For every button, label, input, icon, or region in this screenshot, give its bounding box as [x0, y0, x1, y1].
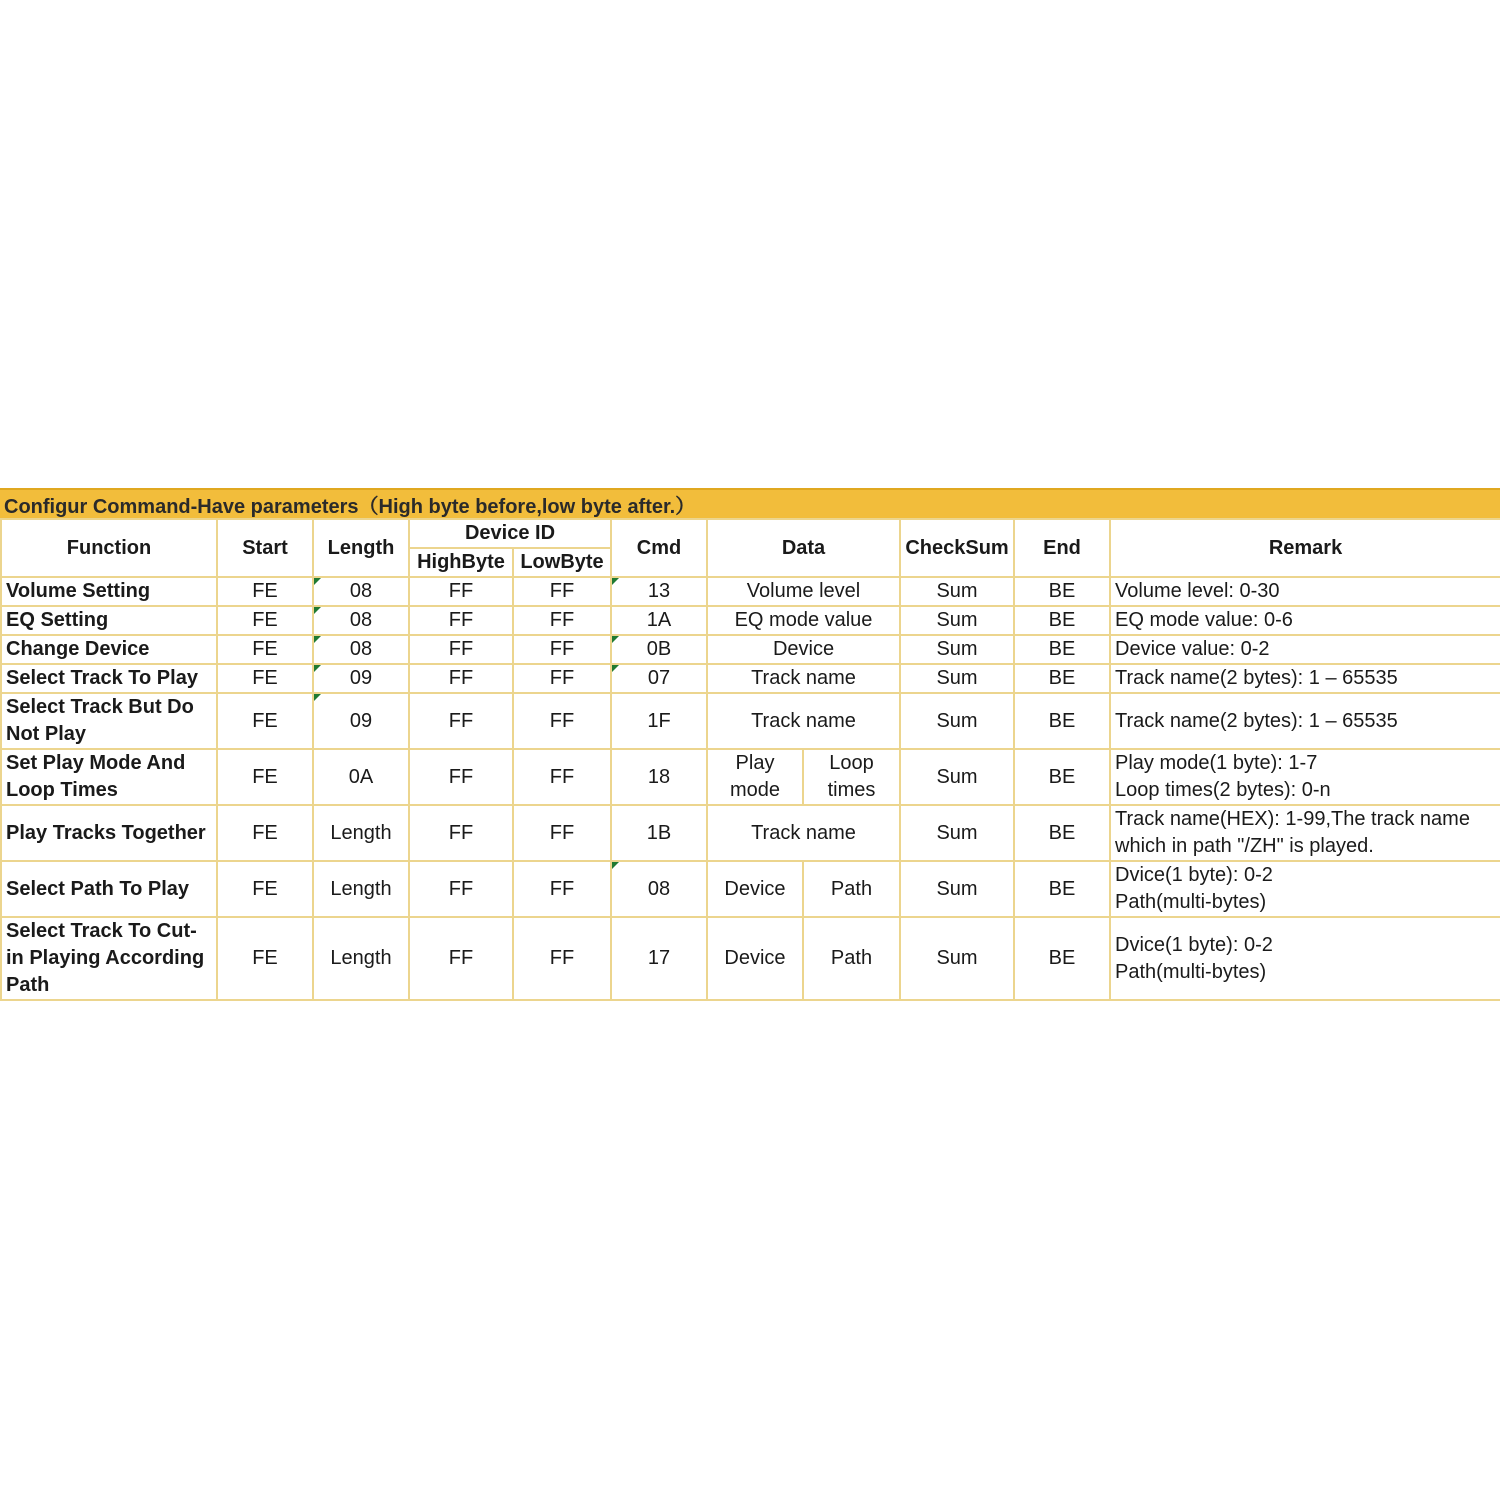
cell-data: Track name: [707, 664, 900, 693]
header-end: End: [1014, 519, 1110, 577]
header-length: Length: [313, 519, 409, 577]
function-line: Set Play Mode And: [6, 752, 186, 774]
table-row: [1, 917, 1500, 1000]
header-cmd: Cmd: [611, 519, 707, 577]
data-line: times: [827, 779, 876, 801]
remark-line: Loop times(2 bytes): 0-n: [1115, 779, 1331, 801]
cell-length: 09: [313, 693, 409, 749]
header-remark: Remark: [1110, 519, 1500, 577]
cell-function: [1, 749, 217, 805]
cell-remark: [1110, 861, 1500, 917]
data-line: Play: [735, 752, 775, 774]
cell-start: FE: [217, 749, 313, 805]
cell-low-byte: FF: [513, 749, 611, 805]
cell-function: Play Tracks Together: [1, 805, 217, 861]
table-row: [1, 606, 1500, 635]
cell-end: BE: [1014, 749, 1110, 805]
cell-remark: Track name(2 bytes): 1 – 65535: [1110, 693, 1500, 749]
cell-function: Volume Setting: [1, 577, 217, 606]
cell-checksum: Sum: [900, 749, 1014, 805]
cell-data-a: [707, 749, 803, 805]
cell-start: FE: [217, 917, 313, 1000]
cell-data: EQ mode value: [707, 606, 900, 635]
table-row: [1, 635, 1500, 664]
header-low-byte: LowByte: [513, 548, 611, 577]
cell-remark: Track name(2 bytes): 1 – 65535: [1110, 664, 1500, 693]
cell-start: FE: [217, 805, 313, 861]
cell-checksum: Sum: [900, 577, 1014, 606]
remark-line: Dvice(1 byte): 0-2: [1115, 933, 1273, 956]
cell-end: BE: [1014, 664, 1110, 693]
cell-data: Track name: [707, 805, 900, 861]
cell-low-byte: FF: [513, 917, 611, 1000]
cell-length: 0A: [313, 749, 409, 805]
cell-remark: EQ mode value: 0-6: [1110, 606, 1500, 635]
cell-remark: Volume level: 0-30: [1110, 577, 1500, 606]
remark-line: Play mode(1 byte): 1-7: [1115, 752, 1318, 774]
header-checksum: CheckSum: [900, 519, 1014, 577]
cell-cmd: 17: [611, 917, 707, 1000]
function-line: Select Track But Do: [6, 696, 194, 718]
cell-start: FE: [217, 693, 313, 749]
cell-high-byte: FF: [409, 861, 513, 917]
cell-data: Volume level: [707, 577, 900, 606]
cell-low-byte: FF: [513, 693, 611, 749]
cell-function: [1, 693, 217, 749]
cell-function: Select Track To Play: [1, 664, 217, 693]
cell-function: Change Device: [1, 635, 217, 664]
cell-remark: Device value: 0-2: [1110, 635, 1500, 664]
header-device-id: Device ID: [409, 519, 611, 548]
cell-end: BE: [1014, 805, 1110, 861]
cell-low-byte: FF: [513, 606, 611, 635]
data-line: Loop: [829, 752, 874, 774]
cell-data-b: Path: [803, 861, 900, 917]
table-row: [1, 749, 1500, 805]
table-row: [1, 861, 1500, 917]
header-high-byte: HighByte: [409, 548, 513, 577]
cell-low-byte: FF: [513, 805, 611, 861]
function-line: in Playing According: [6, 947, 205, 969]
cell-start: FE: [217, 664, 313, 693]
cell-end: BE: [1014, 635, 1110, 664]
cell-function: [1, 917, 217, 1000]
table-row: [1, 693, 1500, 749]
cell-low-byte: FF: [513, 664, 611, 693]
function-line: Select Track To Cut-: [6, 920, 197, 942]
cell-cmd: 18: [611, 749, 707, 805]
function-line: Loop Times: [6, 779, 118, 801]
header-data: Data: [707, 519, 900, 577]
cell-checksum: Sum: [900, 861, 1014, 917]
cell-checksum: Sum: [900, 664, 1014, 693]
cell-data: Device: [707, 635, 900, 664]
cell-checksum: Sum: [900, 917, 1014, 1000]
cell-cmd: 0B: [611, 635, 707, 664]
cell-data-b: [803, 749, 900, 805]
cell-start: FE: [217, 635, 313, 664]
function-line: Not Play: [6, 723, 87, 745]
cell-high-byte: FF: [409, 805, 513, 861]
cell-length: 08: [313, 635, 409, 664]
remark-line: Path(multi-bytes): [1115, 891, 1267, 913]
cell-high-byte: FF: [409, 577, 513, 606]
cell-length: 08: [313, 606, 409, 635]
cell-checksum: Sum: [900, 693, 1014, 749]
cell-high-byte: FF: [409, 606, 513, 635]
header-row: [1, 519, 1500, 548]
cell-length: 08: [313, 577, 409, 606]
cell-function: EQ Setting: [1, 606, 217, 635]
header-function: Function: [1, 519, 217, 577]
cell-high-byte: FF: [409, 635, 513, 664]
cell-remark: [1110, 749, 1500, 805]
cell-cmd: 1F: [611, 693, 707, 749]
cell-high-byte: FF: [409, 749, 513, 805]
cell-data-a: Device: [707, 861, 803, 917]
cell-cmd: 13: [611, 577, 707, 606]
cell-checksum: Sum: [900, 635, 1014, 664]
cell-checksum: Sum: [900, 606, 1014, 635]
cell-data-a: Device: [707, 917, 803, 1000]
table-title: Configur Command-Have parameters（High byte before,low byte after.）: [0, 488, 1500, 518]
cell-function: Select Path To Play: [1, 861, 217, 917]
cell-end: BE: [1014, 861, 1110, 917]
command-sheet: [0, 488, 1500, 1001]
cell-data-b: Path: [803, 917, 900, 1000]
cell-end: BE: [1014, 606, 1110, 635]
cell-cmd: 07: [611, 664, 707, 693]
cell-low-byte: FF: [513, 635, 611, 664]
cell-length: Length: [313, 917, 409, 1000]
cell-length: Length: [313, 805, 409, 861]
cell-length: Length: [313, 861, 409, 917]
cell-checksum: Sum: [900, 805, 1014, 861]
remark-line: Path(multi-bytes): [1115, 960, 1267, 983]
cell-high-byte: FF: [409, 693, 513, 749]
cell-cmd: 1B: [611, 805, 707, 861]
cell-remark: [1110, 917, 1500, 1000]
function-line: Path: [6, 974, 50, 996]
cell-high-byte: FF: [409, 917, 513, 1000]
data-line: mode: [729, 779, 781, 801]
remark-line: Dvice(1 byte): 0-2: [1115, 864, 1273, 886]
cell-cmd: 1A: [611, 606, 707, 635]
cell-start: FE: [217, 861, 313, 917]
cell-start: FE: [217, 577, 313, 606]
table-row: [1, 805, 1500, 861]
cell-data: Track name: [707, 693, 900, 749]
remark-line: Track name(HEX): 1-99,The track name: [1115, 808, 1470, 830]
cell-cmd: 08: [611, 861, 707, 917]
table-row: [1, 577, 1500, 606]
remark-line: which in path "/ZH" is played.: [1115, 835, 1374, 857]
cell-length: 09: [313, 664, 409, 693]
header-start: Start: [217, 519, 313, 577]
table-row: [1, 664, 1500, 693]
cell-end: BE: [1014, 693, 1110, 749]
cell-end: BE: [1014, 577, 1110, 606]
cell-start: FE: [217, 606, 313, 635]
cell-high-byte: FF: [409, 664, 513, 693]
cell-remark: [1110, 805, 1500, 861]
cell-low-byte: FF: [513, 861, 611, 917]
cell-low-byte: FF: [513, 577, 611, 606]
cell-end: BE: [1014, 917, 1110, 1000]
command-table: [0, 518, 1500, 1001]
